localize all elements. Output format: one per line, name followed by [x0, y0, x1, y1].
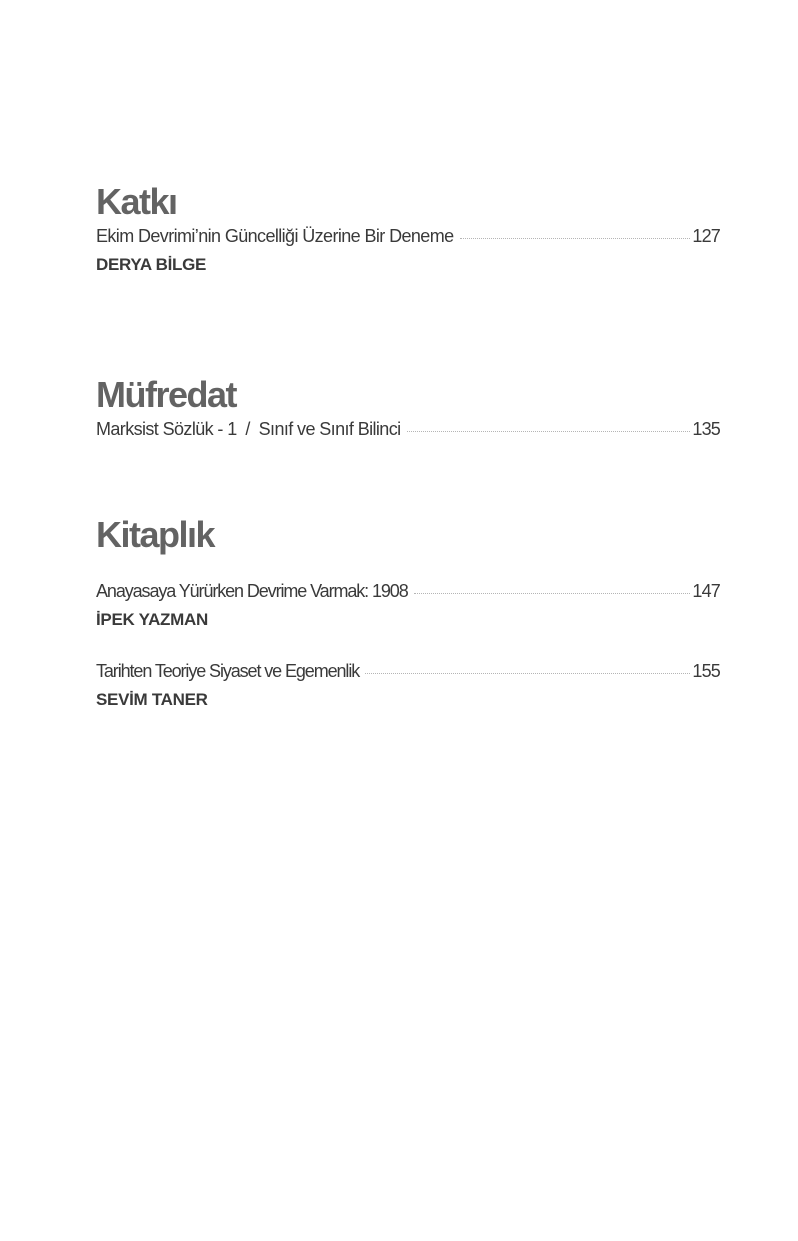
section-title: Kitaplık	[96, 514, 215, 555]
page-number: 127	[692, 226, 720, 246]
section-kitaplik	[96, 515, 720, 711]
toc-entry[interactable]	[96, 581, 720, 631]
section-katki	[96, 182, 720, 276]
entry-title: Ekim Devrimi’nin Güncelliği Üzerine Bir Deneme	[96, 226, 454, 246]
toc-entry-line	[96, 581, 720, 605]
dot-leader	[414, 593, 691, 594]
entry-title: Tarihten Teoriye Siyaset ve Egemenlik	[96, 661, 360, 681]
dot-leader	[365, 673, 690, 674]
page-number: 135	[692, 419, 720, 439]
entry-author: İPEK YAZMAN	[96, 610, 208, 629]
entry-title: Marksist Sözlük - 1 / Sınıf ve Sınıf Bilinci	[96, 419, 401, 439]
dot-leader	[407, 431, 691, 432]
page-number: 147	[692, 581, 720, 601]
toc-entry-line	[96, 226, 720, 250]
toc-entry-line	[96, 661, 720, 685]
entry-title: Anayasaya Yürürken Devrime Varmak: 1908	[96, 581, 408, 601]
section-mufredat	[96, 375, 720, 443]
entry-author: DERYA BİLGE	[96, 255, 207, 274]
page-number: 155	[692, 661, 720, 681]
dot-leader	[460, 238, 691, 239]
entry-author: SEVİM TANER	[96, 690, 208, 709]
toc-entry[interactable]	[96, 226, 720, 276]
section-title: Katkı	[96, 181, 177, 222]
toc-entry-line	[96, 419, 720, 443]
toc-entry[interactable]	[96, 419, 720, 443]
toc-entry[interactable]	[96, 661, 720, 711]
section-title: Müfredat	[96, 374, 236, 415]
